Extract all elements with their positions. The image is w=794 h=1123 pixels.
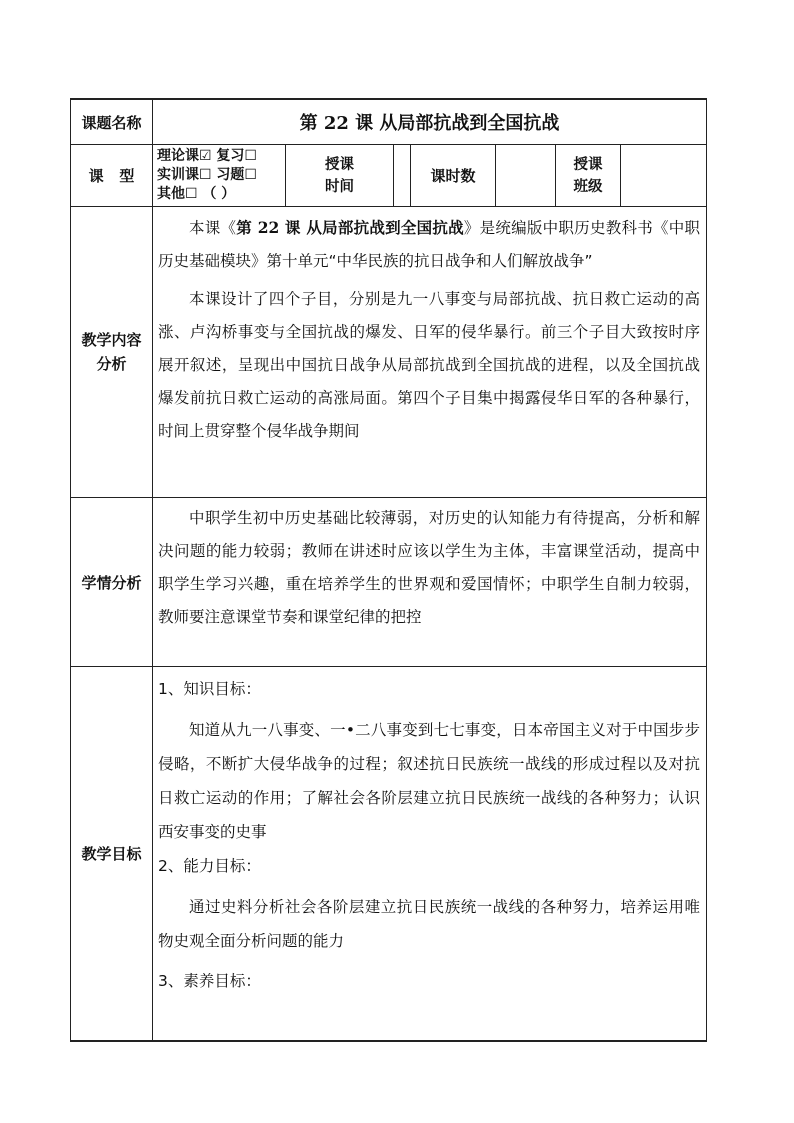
course-type-option-1[interactable]: 理论课☑ 复习☐: [157, 148, 257, 164]
teaching-goals-label: 教学目标: [81, 845, 142, 863]
label-column-divider: [152, 98, 153, 1042]
course-type-option-3[interactable]: 其他☐ （ ）: [157, 186, 236, 202]
ability-goal-heading: 2、能力目标：: [158, 857, 261, 875]
knowledge-goal-text: 知道从九一八事变、一•二八事变到七七事变，日本帝国主义对于中国步步侵略，不断扩大侵华战争的过程；叙述抗日民族统一战线的形成过程以及对抗日救亡运动的作用；了解社会各阶层建立抗日民族统一战线的各种努力；认识西安事变的史事: [158, 721, 700, 841]
knowledge-goal-heading: 1、知识目标：: [158, 680, 261, 698]
teach-time-value[interactable]: [394, 145, 410, 206]
table-border-bottom: [70, 1040, 707, 1042]
class-label-line-2: 班级: [573, 178, 603, 195]
class-value[interactable]: [621, 145, 706, 206]
row-divider-2: [70, 206, 707, 207]
quality-goal-heading: 3、素养目标：: [158, 972, 261, 990]
teach-time-label-line-2: 时间: [325, 178, 354, 195]
class-label-line-1: 授课: [573, 156, 603, 173]
teach-time-label-line-1: 授课: [325, 156, 354, 173]
table-border-right: [706, 98, 707, 1042]
content-analysis-paragraph-1: [158, 211, 700, 278]
row-divider-3: [70, 497, 707, 498]
content-analysis-paragraph-2: 本课设计了四个子目，分别是九一八事变与局部抗战、抗日救亡运动的高涨、卢沟桥事变与全国抗战的爆发、日军的侵华暴行。前三个子目大致按时序展开叙述，呈现出中国抗日战争从局部抗战到全国抗战的进程，以及全国抗战爆发前抗日救亡运动的高涨局面。第四个子目集中揭露侵华日军的各种暴行，时间上贯穿整个侵华战争期间: [158, 290, 700, 440]
student-analysis-paragraph: 中职学生初中历史基础比较薄弱，对历史的认知能力有待提高，分析和解决问题的能力较弱；教师在讲述时应该以学生为主体，丰富课堂活动，提高中职学生学习兴趣，重在培养学生的世界观和爱国情怀；中职学生自制力较弱，教师要注意课堂节奏和课堂纪律的把控: [158, 509, 700, 626]
class-label: [556, 145, 620, 206]
hours-value[interactable]: [496, 145, 555, 206]
content-analysis-label-line-1: 教学内容: [81, 331, 142, 349]
course-type-label: 课 型: [88, 167, 135, 185]
teaching-goals-text: [158, 672, 700, 998]
teach-time-label: [286, 145, 393, 206]
content-analysis-label: [71, 207, 152, 497]
content-analysis-text: [158, 211, 700, 448]
course-type-option-2[interactable]: 实训课☐ 习题☐: [157, 167, 257, 183]
content-analysis-para1-title: 第 22 课 从局部抗战到全国抗战: [236, 218, 464, 237]
content-analysis-label-line-2: 分析: [96, 355, 127, 373]
course-title: 第 22 课 从局部抗战到全国抗战: [299, 113, 560, 134]
student-analysis-text: [158, 502, 700, 634]
content-analysis-para1-suffix: 》是统编版中职历史教科书《中职历史基础模块》第十单元“中华民族的抗日战争和人们解放战争”: [158, 219, 700, 270]
hours-label: 课时数: [430, 167, 476, 185]
ability-goal-text: 通过史料分析社会各阶层建立抗日民族统一战线的各种努力，培养运用唯物史观全面分析问题的能力: [158, 898, 700, 950]
course-name-label: 课题名称: [81, 113, 142, 132]
row-divider-4: [70, 666, 707, 667]
content-analysis-para1-prefix: 本课《: [189, 219, 237, 237]
student-analysis-label: 学情分析: [81, 573, 142, 592]
course-type-options: [157, 147, 285, 204]
